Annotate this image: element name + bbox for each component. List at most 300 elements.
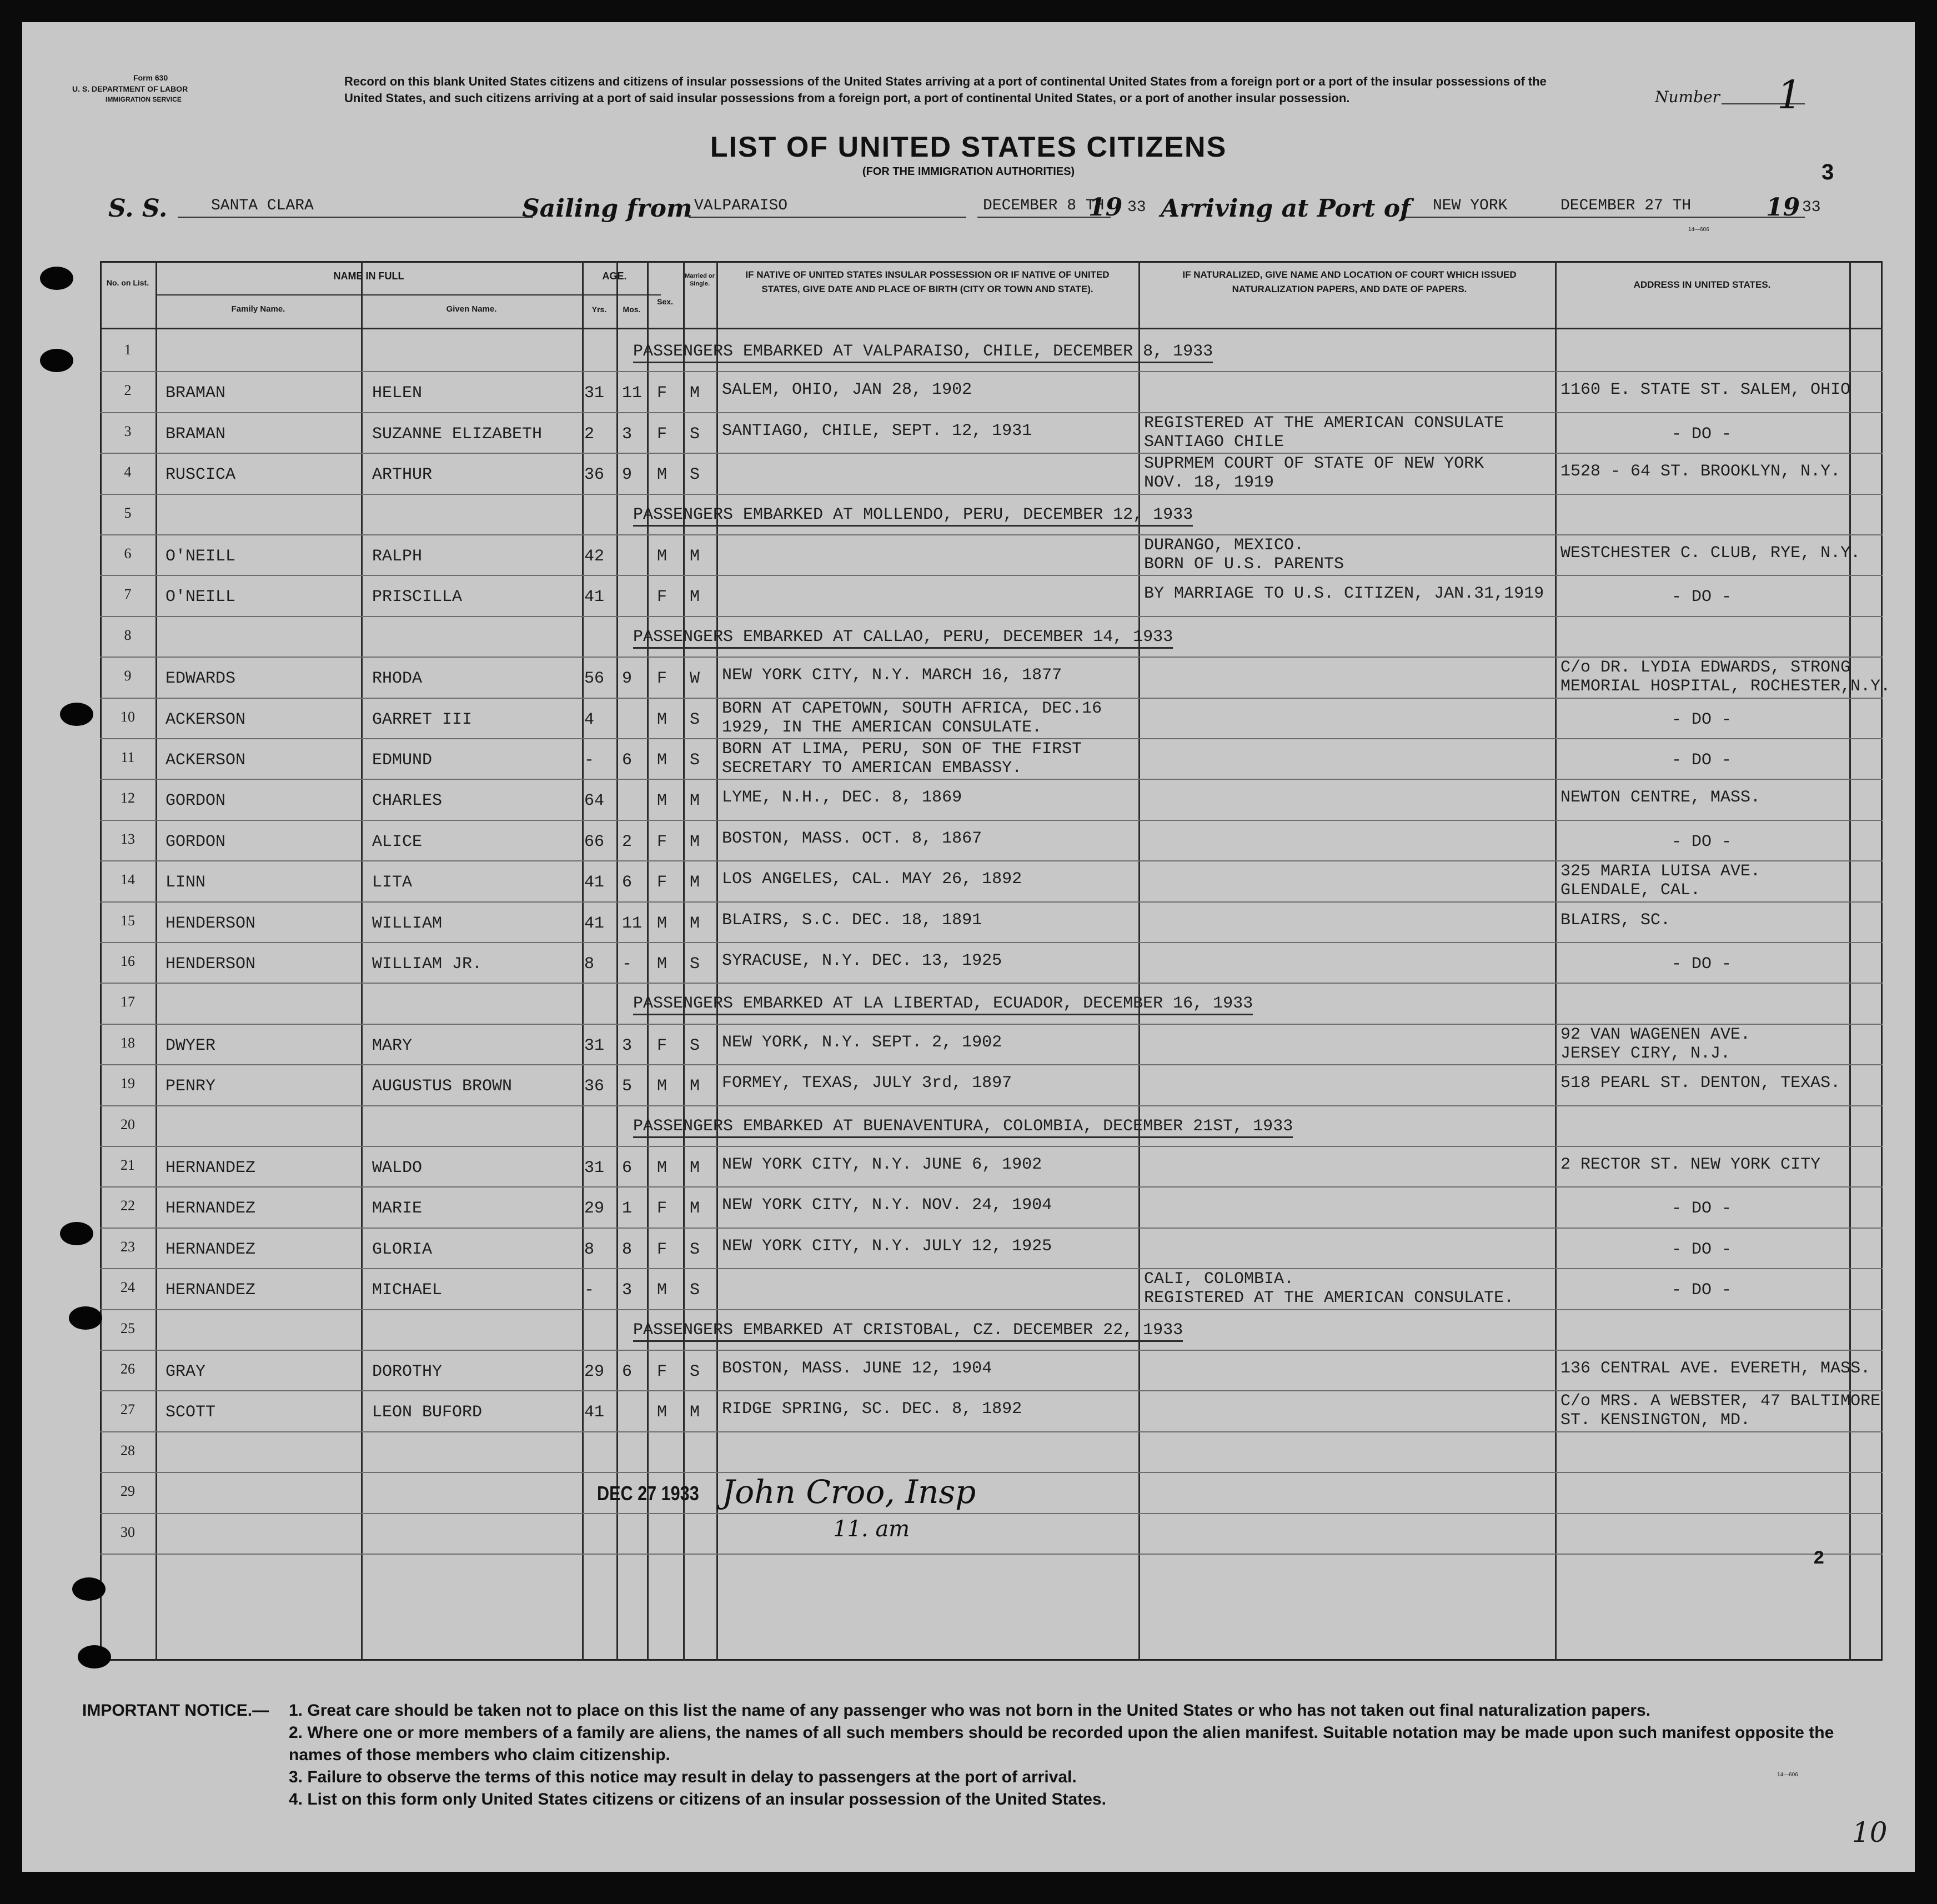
- row-rule: [100, 575, 1883, 576]
- family-name: ACKERSON: [165, 751, 246, 770]
- address: ST. KENSINGTON, MD.: [1560, 1411, 1751, 1430]
- marital-status: M: [690, 588, 700, 607]
- embarkation-header: PASSENGERS EMBARKED AT CALLAO, PERU, DECEMBER 14, 1933: [633, 627, 1173, 649]
- marital-status: S: [690, 710, 700, 729]
- birth-place-date: BOSTON, MASS. JUNE 12, 1904: [722, 1359, 992, 1378]
- line-number: 28: [121, 1442, 135, 1459]
- age-years: 56: [584, 669, 605, 689]
- naturalization-info: DURANGO, MEXICO.: [1144, 536, 1304, 555]
- number-value: 1: [1777, 72, 1802, 118]
- given-name: CHARLES: [372, 791, 443, 811]
- row-rule: [100, 1554, 1883, 1555]
- given-name: GLORIA: [372, 1240, 433, 1259]
- punch-hole: [60, 1222, 93, 1245]
- given-name: RALPH: [372, 547, 423, 566]
- name-subheader-line: [155, 294, 661, 295]
- marital-status: M: [690, 873, 700, 893]
- sex: F: [657, 424, 668, 444]
- age-months: 5: [622, 1077, 633, 1096]
- marital-status: S: [690, 1240, 700, 1259]
- marital-status: S: [690, 1036, 700, 1055]
- age-months: 8: [622, 1240, 633, 1259]
- sex: F: [657, 1199, 668, 1219]
- sex: M: [657, 1281, 668, 1300]
- given-name: WILLIAM: [372, 914, 443, 933]
- sex: M: [657, 710, 668, 729]
- marital-status: M: [690, 791, 700, 811]
- passenger-table: [100, 261, 1891, 1661]
- sex: F: [657, 384, 668, 403]
- marital-status: W: [690, 669, 700, 689]
- col-yrs: Yrs.: [591, 305, 607, 314]
- punch-hole: [40, 349, 73, 372]
- birth-place-date: SYRACUSE, N.Y. DEC. 13, 1925: [722, 951, 1002, 970]
- given-name: GARRET III: [372, 710, 473, 729]
- sex: M: [657, 791, 668, 811]
- age-years: -: [584, 751, 595, 770]
- form-subtitle: (FOR THE IMMIGRATION AUTHORITIES): [862, 166, 1075, 178]
- col-divider: [647, 261, 649, 1661]
- ship-name: SANTA CLARA: [211, 197, 314, 214]
- address: 92 VAN WAGENEN AVE.: [1560, 1025, 1751, 1044]
- age-months: 6: [622, 1159, 633, 1178]
- age-years: 66: [584, 832, 605, 851]
- age-years: 42: [584, 547, 605, 566]
- marital-status: M: [690, 832, 700, 851]
- punch-hole: [40, 267, 73, 290]
- marital-status: M: [690, 547, 700, 566]
- family-name: HERNANDEZ: [165, 1199, 256, 1219]
- sheet-page-number: 2: [1813, 1549, 1825, 1570]
- col-divider: [582, 261, 584, 1661]
- address: - DO -: [1672, 424, 1732, 444]
- family-name: GORDON: [165, 791, 226, 811]
- age-months: 2: [622, 832, 633, 851]
- address: - DO -: [1672, 1240, 1732, 1259]
- line-number: 17: [121, 994, 135, 1010]
- row-rule: [100, 901, 1883, 903]
- address: - DO -: [1672, 1199, 1732, 1219]
- age-years: 31: [584, 384, 605, 403]
- given-name: LITA: [372, 873, 413, 893]
- family-name: RUSCICA: [165, 465, 236, 485]
- given-name: RHODA: [372, 669, 423, 689]
- birth-place-date: SECRETARY TO AMERICAN EMBASSY.: [722, 759, 1022, 778]
- row-rule: [100, 412, 1883, 413]
- line-number: 12: [121, 790, 135, 806]
- family-name: ACKERSON: [165, 710, 246, 729]
- birth-place-date: NEW YORK CITY, N.Y. NOV. 24, 1904: [722, 1196, 1052, 1215]
- col-divider: [683, 261, 685, 1661]
- sailing-year: 33: [1127, 199, 1146, 216]
- sex: F: [657, 1036, 668, 1055]
- corner-mark: 10: [1852, 1816, 1888, 1848]
- family-name: O'NEILL: [165, 588, 236, 607]
- address: GLENDALE, CAL.: [1560, 881, 1701, 900]
- col-address: ADDRESS IN UNITED STATES.: [1633, 279, 1771, 290]
- arriving-label: Arriving at Port of: [1161, 194, 1411, 223]
- given-name: MARY: [372, 1036, 413, 1055]
- punch-hole: [78, 1645, 111, 1668]
- age-years: 29: [584, 1199, 605, 1219]
- birth-place-date: RIDGE SPRING, SC. DEC. 8, 1892: [722, 1400, 1022, 1419]
- age-months: 1: [622, 1199, 633, 1219]
- arrival-port: NEW YORK: [1433, 197, 1508, 214]
- age-years: 41: [584, 914, 605, 933]
- sex: M: [657, 1077, 668, 1096]
- age-years: 41: [584, 873, 605, 893]
- sex: F: [657, 1240, 668, 1259]
- family-name: GRAY: [165, 1362, 206, 1381]
- given-name: ARTHUR: [372, 465, 433, 485]
- sex: F: [657, 1362, 668, 1381]
- col-divider: [361, 261, 363, 1661]
- form-title: LIST OF UNITED STATES CITIZENS: [710, 131, 1227, 163]
- birth-place-date: NEW YORK CITY, N.Y. JUNE 6, 1902: [722, 1155, 1042, 1174]
- embarkation-header: PASSENGERS EMBARKED AT BUENAVENTURA, COLOMBIA, DECEMBER 21ST, 1933: [633, 1116, 1293, 1138]
- sailing-underline: [689, 217, 966, 218]
- col-birth: IF NATIVE OF UNITED STATES INSULAR POSSESSION OR IF NATIVE OF UNITED STATES, GIVE DATE AND PLACE OF BIRTH (CITY OR TOWN AND STATE).: [745, 269, 1110, 294]
- family-name: DWYER: [165, 1036, 216, 1055]
- row-rule: [100, 1064, 1883, 1065]
- sex: M: [657, 465, 668, 485]
- line-number: 22: [121, 1197, 135, 1214]
- line-number: 13: [121, 830, 135, 847]
- family-name: HENDERSON: [165, 914, 256, 933]
- col-given-name: Given Name.: [446, 304, 497, 314]
- age-months: -: [622, 955, 633, 974]
- family-name: HERNANDEZ: [165, 1159, 256, 1178]
- birth-place-date: FORMEY, TEXAS, JULY 3rd, 1897: [722, 1074, 1012, 1093]
- col-divider: [716, 261, 718, 1661]
- inspector-signature: John Croo, Insp: [722, 1473, 976, 1511]
- given-name: SUZANNE ELIZABETH: [372, 424, 543, 444]
- col-divider: [1138, 261, 1140, 1661]
- line-number: 16: [121, 953, 135, 969]
- address: - DO -: [1672, 832, 1732, 851]
- sex: F: [657, 832, 668, 851]
- marital-status: S: [690, 1281, 700, 1300]
- line-number: 3: [124, 423, 132, 439]
- age-years: -: [584, 1281, 595, 1300]
- arrival-date: DECEMBER 27 TH: [1560, 197, 1692, 214]
- embarkation-header: PASSENGERS EMBARKED AT CRISTOBAL, CZ. DECEMBER 22, 1933: [633, 1320, 1183, 1342]
- arrival-year-prefix: 19: [1766, 193, 1800, 222]
- header-divider: [100, 328, 1883, 329]
- address: - DO -: [1672, 588, 1732, 607]
- row-rule: [100, 371, 1883, 372]
- marital-status: M: [690, 1199, 700, 1219]
- row-rule: [100, 494, 1883, 495]
- sex: M: [657, 1403, 668, 1422]
- birth-place-date: NEW YORK CITY, N.Y. JULY 12, 1925: [722, 1236, 1052, 1256]
- row-rule: [100, 1350, 1883, 1351]
- sailing-label: Sailing from: [522, 194, 692, 223]
- col-naturalization: IF NATURALIZED, GIVE NAME AND LOCATION OF COURT WHICH ISSUED NATURALIZATION PAPERS, AND DATE OF PAPERS.: [1182, 269, 1517, 294]
- line-number: 18: [121, 1034, 135, 1051]
- marital-status: M: [690, 1159, 700, 1178]
- arrival-year: 33: [1802, 199, 1821, 216]
- marital-status: S: [690, 465, 700, 485]
- sex: M: [657, 547, 668, 566]
- notice-item-1: 1. Great care should be taken not to place on this list the name of any passenger who was not born in the United States or who has not taken out final naturalization papers.: [289, 1701, 1651, 1720]
- age-years: 41: [584, 1403, 605, 1422]
- row-rule: [100, 1105, 1883, 1106]
- col-age: AGE.: [602, 270, 627, 282]
- given-name: LEON BUFORD: [372, 1403, 483, 1422]
- age-months: 6: [622, 1362, 633, 1381]
- line-number: 27: [121, 1401, 135, 1418]
- given-name: MARIE: [372, 1199, 423, 1219]
- address: 325 MARIA LUISA AVE.: [1560, 862, 1761, 881]
- birth-place-date: 1929, IN THE AMERICAN CONSULATE.: [722, 718, 1042, 737]
- embarkation-header: PASSENGERS EMBARKED AT LA LIBERTAD, ECUADOR, DECEMBER 16, 1933: [633, 994, 1253, 1015]
- line-number: 6: [124, 545, 132, 562]
- given-name: AUGUSTUS BROWN: [372, 1077, 513, 1096]
- address: 1528 - 64 ST. BROOKLYN, N.Y.: [1560, 462, 1841, 482]
- row-rule: [100, 1431, 1883, 1432]
- naturalization-info: BY MARRIAGE TO U.S. CITIZEN, JAN.31,1919: [1144, 584, 1544, 604]
- address: WESTCHESTER C. CLUB, RYE, N.Y.: [1560, 544, 1861, 563]
- row-rule: [100, 616, 1883, 617]
- marital-status: S: [690, 955, 700, 974]
- naturalization-info: REGISTERED AT THE AMERICAN CONSULATE.: [1144, 1289, 1514, 1308]
- notice-heading: IMPORTANT NOTICE.—: [82, 1701, 269, 1720]
- age-months: 6: [622, 751, 633, 770]
- birth-place-date: LYME, N.H., DEC. 8, 1869: [722, 788, 962, 808]
- age-years: 29: [584, 1362, 605, 1381]
- row-rule: [100, 1513, 1883, 1514]
- marital-status: S: [690, 751, 700, 770]
- col-divider: [1555, 261, 1557, 1661]
- age-years: 64: [584, 791, 605, 811]
- naturalization-info: CALI, COLOMBIA.: [1144, 1270, 1294, 1289]
- sex: F: [657, 873, 668, 893]
- naturalization-info: NOV. 18, 1919: [1144, 473, 1274, 493]
- given-name: HELEN: [372, 384, 423, 403]
- age-months: 3: [622, 1281, 633, 1300]
- address: - DO -: [1672, 1281, 1732, 1300]
- age-months: 11: [622, 914, 643, 933]
- table-right-border: [1881, 261, 1883, 1661]
- line-number: 11: [121, 749, 135, 765]
- sex: F: [657, 669, 668, 689]
- age-years: 36: [584, 465, 605, 485]
- family-name: BRAMAN: [165, 384, 226, 403]
- line-number: 30: [121, 1524, 135, 1540]
- line-number: 10: [121, 708, 135, 725]
- birth-place-date: NEW YORK CITY, N.Y. MARCH 16, 1877: [722, 666, 1062, 685]
- family-name: LINN: [165, 873, 206, 893]
- given-name: EDMUND: [372, 751, 433, 770]
- manifest-sheet: [22, 22, 1915, 1872]
- embarkation-header: PASSENGERS EMBARKED AT MOLLENDO, PERU, DECEMBER 12, 1933: [633, 505, 1193, 527]
- birth-place-date: BLAIRS, S.C. DEC. 18, 1891: [722, 910, 982, 930]
- service-label: IMMIGRATION SERVICE: [106, 96, 182, 103]
- marital-status: M: [690, 1403, 700, 1422]
- age-years: 2: [584, 424, 595, 444]
- line-number: 21: [121, 1157, 135, 1173]
- address: - DO -: [1672, 751, 1732, 770]
- naturalization-info: SUPRMEM COURT OF STATE OF NEW YORK: [1144, 454, 1484, 474]
- address: - DO -: [1672, 955, 1732, 974]
- line-number: 8: [124, 627, 132, 643]
- line-number: 15: [121, 912, 135, 929]
- col-married-single: Married or Single.: [685, 273, 715, 287]
- line-number: 2: [124, 382, 132, 399]
- sailing-date: DECEMBER 8 TH: [983, 197, 1105, 214]
- address: C/o MRS. A WEBSTER, 47 BALTIMORE: [1560, 1392, 1881, 1411]
- age-months: 9: [622, 669, 633, 689]
- family-name: HERNANDEZ: [165, 1281, 256, 1300]
- family-name: GORDON: [165, 832, 226, 851]
- age-years: 8: [584, 955, 595, 974]
- address: 1160 E. STATE ST. SALEM, OHIO: [1560, 380, 1851, 400]
- line-number: 25: [121, 1320, 135, 1336]
- age-months: 6: [622, 873, 633, 893]
- naturalization-info: REGISTERED AT THE AMERICAN CONSULATE: [1144, 413, 1504, 433]
- notice-item-4: 4. List on this form only United States citizens or citizens of an insular possession of the United States.: [289, 1790, 1106, 1808]
- birth-place-date: SALEM, OHIO, JAN 28, 1902: [722, 380, 972, 400]
- address: C/o DR. LYDIA EDWARDS, STRONG: [1560, 658, 1851, 678]
- punch-hole: [60, 703, 93, 726]
- arrival-underline: [1405, 217, 1805, 218]
- department-label: U. S. DEPARTMENT OF LABOR: [72, 84, 188, 93]
- ss-label: S. S.: [108, 194, 168, 223]
- arrival-stamp-date: DEC 27 1933: [597, 1482, 699, 1505]
- given-name: ALICE: [372, 832, 423, 851]
- age-months: 3: [622, 424, 633, 444]
- birth-place-date: BORN AT LIMA, PERU, SON OF THE FIRST: [722, 740, 1082, 759]
- line-number: 1: [124, 342, 132, 358]
- birth-place-date: LOS ANGELES, CAL. MAY 26, 1892: [722, 870, 1022, 889]
- birth-place-date: BORN AT CAPETOWN, SOUTH AFRICA, DEC.16: [722, 699, 1102, 718]
- address: 518 PEARL ST. DENTON, TEXAS.: [1560, 1074, 1841, 1093]
- sex: M: [657, 914, 668, 933]
- row-rule: [100, 983, 1883, 984]
- row-rule: [100, 779, 1883, 780]
- row-rule: [100, 1472, 1883, 1473]
- sex: M: [657, 955, 668, 974]
- age-years: 36: [584, 1077, 605, 1096]
- col-family-name: Family Name.: [231, 304, 285, 314]
- sex: M: [657, 1159, 668, 1178]
- age-months: 9: [622, 465, 633, 485]
- family-name: SCOTT: [165, 1403, 216, 1422]
- naturalization-info: BORN OF U.S. PARENTS: [1144, 555, 1344, 574]
- form-instructions: Record on this blank United States citizens and citizens of insular possessions of the United States arriving at a port of continental United States from a foreign port or a port of the insular possessions of the United States, and such citizens arriving at a port of said insular possessions from a foreign port, a port of continental United States, or a port of another insular possession.: [344, 74, 1547, 105]
- line-number: 14: [121, 871, 135, 888]
- row-rule: [100, 1186, 1883, 1188]
- punch-hole: [69, 1306, 102, 1330]
- inspection-time: 11. am: [833, 1516, 910, 1542]
- address: NEWTON CENTRE, MASS.: [1560, 788, 1761, 808]
- marital-status: M: [690, 914, 700, 933]
- marital-status: M: [690, 1077, 700, 1096]
- birth-place-date: BOSTON, MASS. OCT. 8, 1867: [722, 829, 982, 848]
- family-name: O'NEILL: [165, 547, 236, 566]
- form-number: Form 630: [133, 73, 168, 82]
- table-bottom-border: [100, 1659, 1883, 1661]
- address: JERSEY CIRY, N.J.: [1560, 1044, 1731, 1063]
- line-number: 7: [124, 586, 132, 603]
- punch-hole: [72, 1577, 106, 1601]
- col-divider: [155, 261, 157, 1661]
- number-label: Number: [1655, 88, 1720, 106]
- family-name: PENRY: [165, 1077, 216, 1096]
- ship-underline: [178, 217, 533, 218]
- age-months: 3: [622, 1036, 633, 1055]
- row-rule: [100, 820, 1883, 821]
- line-number: 23: [121, 1238, 135, 1255]
- sex: M: [657, 751, 668, 770]
- age-years: 4: [584, 710, 595, 729]
- marital-status: M: [690, 384, 700, 403]
- naturalization-info: SANTIAGO CHILE: [1144, 432, 1284, 452]
- row-rule: [100, 1227, 1883, 1229]
- row-rule: [100, 1268, 1883, 1269]
- embarkation-header: PASSENGERS EMBARKED AT VALPARAISO, CHILE, DECEMBER 8, 1933: [633, 342, 1213, 363]
- birth-place-date: SANTIAGO, CHILE, SEPT. 12, 1931: [722, 421, 1032, 440]
- age-years: 31: [584, 1036, 605, 1055]
- family-name: EDWARDS: [165, 669, 236, 689]
- col-divider: [1849, 261, 1851, 1661]
- line-number: 5: [124, 504, 132, 521]
- notice-item-2: 2. Where one or more members of a family are aliens, the names of all such members should be recorded upon the alien manifest. Suitable notation may be made upon such manifest opposite the names of those members who claim citizenship.: [289, 1723, 1834, 1764]
- age-months: 11: [622, 384, 643, 403]
- col-mos: Mos.: [623, 305, 641, 314]
- col-name-in-full: NAME IN FULL: [333, 270, 404, 282]
- sailing-year-prefix: 19: [1088, 193, 1123, 222]
- row-rule: [100, 1309, 1883, 1310]
- line-number: 19: [121, 1075, 135, 1092]
- given-name: DOROTHY: [372, 1362, 443, 1381]
- print-code: 14—606: [1688, 227, 1709, 233]
- given-name: WILLIAM JR.: [372, 955, 483, 974]
- line-number: 26: [121, 1361, 135, 1377]
- line-number: 29: [121, 1483, 135, 1500]
- print-code-bottom: 14—606: [1777, 1772, 1798, 1778]
- col-sex: Sex.: [657, 297, 673, 306]
- address: 2 RECTOR ST. NEW YORK CITY: [1560, 1155, 1821, 1174]
- given-name: WALDO: [372, 1159, 423, 1178]
- col-divider: [616, 261, 618, 1661]
- age-years: 31: [584, 1159, 605, 1178]
- line-number: 9: [124, 668, 132, 684]
- given-name: PRISCILLA: [372, 588, 463, 607]
- address: BLAIRS, SC.: [1560, 910, 1671, 930]
- address: 136 CENTRAL AVE. EVERETH, MASS.: [1560, 1359, 1871, 1378]
- sailing-from: VALPARAISO: [694, 197, 788, 214]
- marital-status: S: [690, 424, 700, 444]
- col-no-on-list: No. on List.: [106, 278, 149, 287]
- page-number: 3: [1821, 160, 1834, 184]
- row-rule: [100, 942, 1883, 943]
- line-number: 20: [121, 1116, 135, 1133]
- sex: F: [657, 588, 668, 607]
- row-rule: [100, 534, 1883, 535]
- line-number: 4: [124, 464, 132, 480]
- row-rule: [100, 1146, 1883, 1147]
- given-name: MICHAEL: [372, 1281, 443, 1300]
- family-name: HENDERSON: [165, 955, 256, 974]
- birth-place-date: NEW YORK, N.Y. SEPT. 2, 1902: [722, 1033, 1002, 1052]
- age-years: 41: [584, 588, 605, 607]
- row-rule: [100, 453, 1883, 454]
- address: MEMORIAL HOSPITAL, ROCHESTER,N.Y.: [1560, 677, 1891, 697]
- marital-status: S: [690, 1362, 700, 1381]
- age-years: 8: [584, 1240, 595, 1259]
